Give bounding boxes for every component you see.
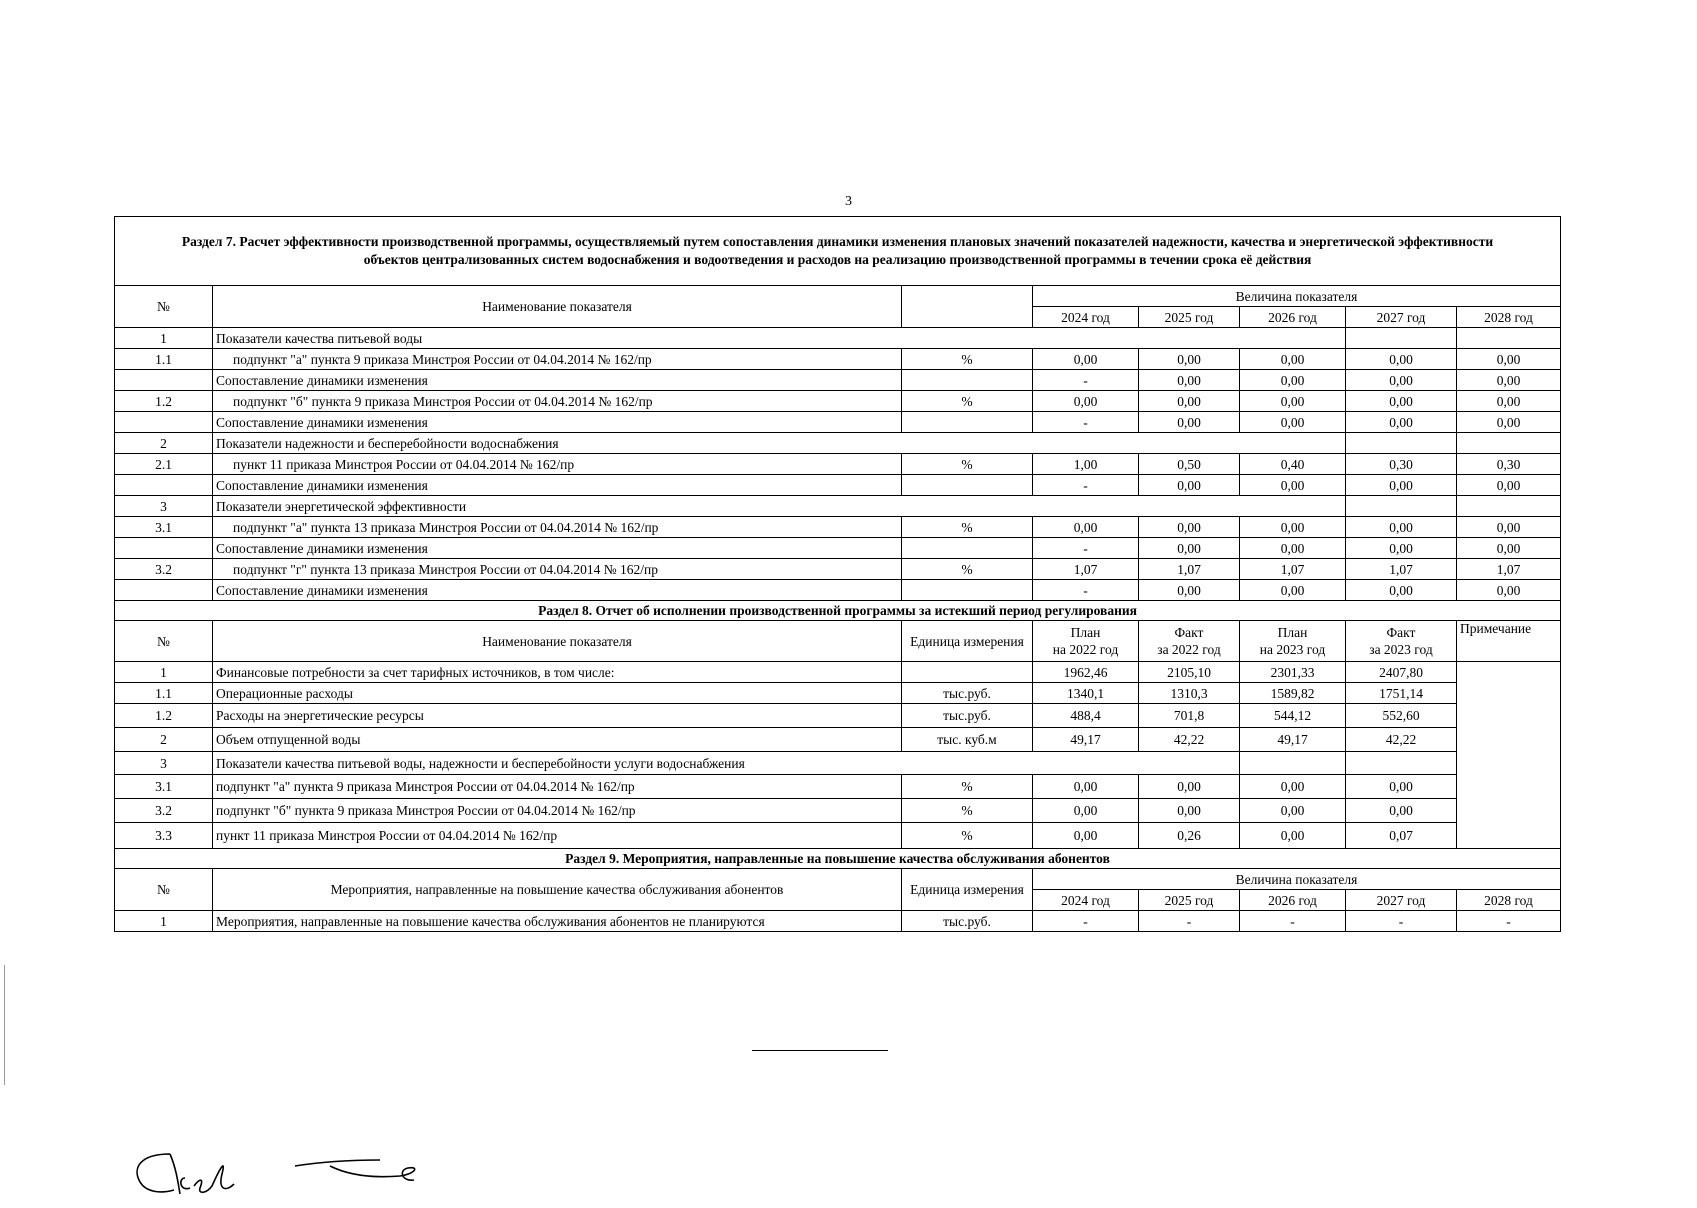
value-cell: 0,00 <box>1033 775 1139 799</box>
s7-year-header: 2024 год <box>1033 307 1139 328</box>
indicator-name: Сопоставление динамики изменения <box>213 412 902 433</box>
value-cell: 0,00 <box>1346 799 1457 823</box>
unit-cell <box>902 538 1033 559</box>
value-cell: 1,00 <box>1033 454 1139 475</box>
s9-header-value-group: Величина показателя <box>1033 869 1561 890</box>
s8-period-header <box>1139 621 1240 662</box>
row-number: 1 <box>115 662 213 683</box>
value-cell: 0,00 <box>1139 538 1240 559</box>
s7-year-header: 2025 год <box>1139 307 1240 328</box>
value-cell: 544,12 <box>1240 704 1346 728</box>
s7-table-row <box>115 475 1561 496</box>
indicator-name: Сопоставление динамики изменения <box>213 475 902 496</box>
indicator-name: подпункт "б" пункта 9 приказа Минстроя России от 04.04.2014 № 162/пр <box>213 391 902 412</box>
value-cell: 1,07 <box>1139 559 1240 580</box>
value-cell: 1310,3 <box>1139 683 1240 704</box>
value-cell: 0,00 <box>1240 799 1346 823</box>
s7-table-row <box>115 328 1561 349</box>
unit-cell: % <box>902 799 1033 823</box>
margin-mark <box>4 965 5 1085</box>
s7-table-row <box>115 454 1561 475</box>
value-cell: 49,17 <box>1240 728 1346 752</box>
s7-table-row <box>115 559 1561 580</box>
value-cell: 1,07 <box>1033 559 1139 580</box>
unit-cell <box>902 662 1033 683</box>
section8-header-row <box>115 621 1561 662</box>
row-number: 3.1 <box>115 775 213 799</box>
row-number: 1.1 <box>115 683 213 704</box>
s8-table-row <box>115 728 1561 752</box>
value-cell: 0,00 <box>1139 517 1240 538</box>
s7-table-row <box>115 370 1561 391</box>
value-cell: - <box>1240 911 1346 932</box>
s8-header-num: № <box>115 621 213 662</box>
row-number: 1.2 <box>115 704 213 728</box>
value-cell: 2105,10 <box>1139 662 1240 683</box>
value-cell: 42,22 <box>1346 728 1457 752</box>
value-cell: 0,30 <box>1346 454 1457 475</box>
s7-header-unit <box>902 286 1033 328</box>
period-year: на 2023 год <box>1259 642 1326 657</box>
value-cell: - <box>1033 475 1139 496</box>
s9-header-name: Мероприятия, направленные на повышение качества обслуживания абонентов <box>213 869 902 911</box>
s9-header-num: № <box>115 869 213 911</box>
section7-title-row <box>115 217 1561 286</box>
value-cell: 0,00 <box>1033 799 1139 823</box>
s7-header-value-group: Величина показателя <box>1033 286 1561 307</box>
value-cell: 0,00 <box>1240 412 1346 433</box>
s8-period-header <box>1346 621 1457 662</box>
value-cell: 0,00 <box>1033 349 1139 370</box>
value-cell: 0,00 <box>1240 517 1346 538</box>
value-cell: 0,00 <box>1139 412 1240 433</box>
value-cell: 0,00 <box>1346 580 1457 601</box>
value-cell <box>1346 752 1457 775</box>
s7-table-row <box>115 538 1561 559</box>
value-cell: 0,07 <box>1346 823 1457 849</box>
unit-cell: тыс.руб. <box>902 704 1033 728</box>
value-cell: 0,00 <box>1240 349 1346 370</box>
footer-rule <box>752 1050 888 1051</box>
value-cell: 1,07 <box>1346 559 1457 580</box>
row-number <box>115 538 213 559</box>
unit-cell <box>902 475 1033 496</box>
s7-year-header: 2026 год <box>1240 307 1346 328</box>
s8-header-unit: Единица измерения <box>902 621 1033 662</box>
unit-cell: тыс.руб. <box>902 683 1033 704</box>
value-cell: 0,00 <box>1457 370 1561 391</box>
indicator-name: подпункт "а" пункта 9 приказа Минстроя России от 04.04.2014 № 162/пр <box>213 775 902 799</box>
value-cell: 0,00 <box>1346 370 1457 391</box>
value-cell: - <box>1033 911 1139 932</box>
value-cell: 0,00 <box>1457 412 1561 433</box>
document-frame <box>114 216 1560 932</box>
period-kind: Факт <box>1386 625 1416 640</box>
unit-cell: % <box>902 823 1033 849</box>
section9-title-row <box>115 849 1561 869</box>
value-cell: 1340,1 <box>1033 683 1139 704</box>
s9-year-header: 2024 год <box>1033 890 1139 911</box>
value-cell: 0,00 <box>1240 823 1346 849</box>
indicator-name: подпункт "а" пункта 13 приказа Минстроя России от 04.04.2014 № 162/пр <box>213 517 902 538</box>
value-cell: 0,00 <box>1346 475 1457 496</box>
indicator-name: Финансовые потребности за счет тарифных источников, в том числе: <box>213 662 902 683</box>
value-cell: 0,00 <box>1457 475 1561 496</box>
s8-table-row <box>115 775 1561 799</box>
row-number: 3.3 <box>115 823 213 849</box>
value-cell <box>1457 496 1561 517</box>
s8-header-name: Наименование показателя <box>213 621 902 662</box>
row-number <box>115 370 213 391</box>
indicator-name: подпункт "а" пункта 9 приказа Минстроя России от 04.04.2014 № 162/пр <box>213 349 902 370</box>
value-cell: 701,8 <box>1139 704 1240 728</box>
value-cell: - <box>1033 370 1139 391</box>
section9-title: Раздел 9. Мероприятия, направленные на повышение качества обслуживания абонентов <box>115 849 1561 869</box>
unit-cell: % <box>902 517 1033 538</box>
unit-cell: % <box>902 775 1033 799</box>
value-cell: - <box>1033 580 1139 601</box>
value-cell: 0,00 <box>1346 775 1457 799</box>
s8-table-row <box>115 752 1561 775</box>
signature-image <box>130 1148 460 1208</box>
s7-table-row <box>115 580 1561 601</box>
period-kind: Факт <box>1174 625 1204 640</box>
value-cell: - <box>1033 538 1139 559</box>
row-number: 1 <box>115 911 213 932</box>
value-cell <box>1457 433 1561 454</box>
indicator-name: подпункт "г" пункта 13 приказа Минстроя России от 04.04.2014 № 162/пр <box>213 559 902 580</box>
report-table-body <box>115 217 1561 932</box>
row-number: 1.1 <box>115 349 213 370</box>
unit-cell <box>902 370 1033 391</box>
value-cell: 0,50 <box>1139 454 1240 475</box>
row-number: 2 <box>115 433 213 454</box>
value-cell: 0,00 <box>1457 517 1561 538</box>
value-cell: 0,00 <box>1139 799 1240 823</box>
s8-table-row <box>115 823 1561 849</box>
value-cell: 1,07 <box>1240 559 1346 580</box>
unit-cell <box>902 580 1033 601</box>
value-cell: 0,00 <box>1033 391 1139 412</box>
s8-table-row <box>115 799 1561 823</box>
s8-period-header <box>1240 621 1346 662</box>
s7-year-header: 2028 год <box>1457 307 1561 328</box>
value-cell: 0,30 <box>1457 454 1561 475</box>
row-number: 1.2 <box>115 391 213 412</box>
value-cell: 488,4 <box>1033 704 1139 728</box>
unit-cell: % <box>902 349 1033 370</box>
value-cell: - <box>1457 911 1561 932</box>
s9-year-header: 2028 год <box>1457 890 1561 911</box>
s7-table-row <box>115 517 1561 538</box>
s9-table-row <box>115 911 1561 932</box>
s7-table-row <box>115 349 1561 370</box>
value-cell <box>1240 752 1346 775</box>
value-cell: 0,00 <box>1033 517 1139 538</box>
row-number: 3 <box>115 496 213 517</box>
s8-table-row <box>115 662 1561 683</box>
value-cell: 0,00 <box>1240 370 1346 391</box>
s8-header-note: Примечание <box>1457 621 1561 662</box>
period-year: за 2022 год <box>1157 642 1221 657</box>
value-cell: 1962,46 <box>1033 662 1139 683</box>
value-cell: 0,00 <box>1139 370 1240 391</box>
value-cell: 0,00 <box>1139 775 1240 799</box>
value-cell <box>1346 328 1457 349</box>
value-cell: 0,00 <box>1139 580 1240 601</box>
indicator-name: Расходы на энергетические ресурсы <box>213 704 902 728</box>
s9-year-header: 2027 год <box>1346 890 1457 911</box>
indicator-name: Операционные расходы <box>213 683 902 704</box>
page-number: 3 <box>845 194 852 209</box>
value-cell: 0,00 <box>1346 391 1457 412</box>
value-cell: - <box>1346 911 1457 932</box>
section7-header-row <box>115 286 1561 307</box>
row-number: 1 <box>115 328 213 349</box>
indicator-name: подпункт "б" пункта 9 приказа Минстроя России от 04.04.2014 № 162/пр <box>213 799 902 823</box>
s8-table-row <box>115 704 1561 728</box>
row-number <box>115 475 213 496</box>
value-cell: 0,00 <box>1240 391 1346 412</box>
period-kind: План <box>1070 625 1101 640</box>
value-cell: - <box>1033 412 1139 433</box>
s9-year-header: 2026 год <box>1240 890 1346 911</box>
value-cell: 0,00 <box>1457 580 1561 601</box>
section9-header-row <box>115 869 1561 890</box>
s7-table-row <box>115 412 1561 433</box>
row-number <box>115 412 213 433</box>
s9-year-header: 2025 год <box>1139 890 1240 911</box>
value-cell: 0,00 <box>1139 475 1240 496</box>
s7-table-row <box>115 391 1561 412</box>
value-cell: 0,00 <box>1033 823 1139 849</box>
row-number: 3.2 <box>115 559 213 580</box>
value-cell: 2301,33 <box>1240 662 1346 683</box>
unit-cell: тыс. куб.м <box>902 728 1033 752</box>
s8-note-cell <box>1457 662 1561 849</box>
s8-period-header <box>1033 621 1139 662</box>
indicator-name: пункт 11 приказа Минстроя России от 04.04.2014 № 162/пр <box>213 454 902 475</box>
value-cell: 0,00 <box>1457 391 1561 412</box>
value-cell <box>1346 496 1457 517</box>
indicator-name: Показатели надежности и бесперебойности водоснабжения <box>213 433 1346 454</box>
report-table <box>114 216 1561 932</box>
indicator-name: Сопоставление динамики изменения <box>213 538 902 559</box>
unit-cell: % <box>902 391 1033 412</box>
value-cell: 0,00 <box>1240 538 1346 559</box>
value-cell: 0,00 <box>1457 538 1561 559</box>
row-number: 2.1 <box>115 454 213 475</box>
indicator-name: Показатели энергетической эффективности <box>213 496 1346 517</box>
value-cell: 49,17 <box>1033 728 1139 752</box>
unit-cell: тыс.руб. <box>902 911 1033 932</box>
indicator-name: Сопоставление динамики изменения <box>213 370 902 391</box>
value-cell: 0,00 <box>1240 775 1346 799</box>
value-cell: 0,40 <box>1240 454 1346 475</box>
s7-table-row <box>115 433 1561 454</box>
indicator-name: Объем отпущенной воды <box>213 728 902 752</box>
value-cell: 0,00 <box>1346 412 1457 433</box>
value-cell: - <box>1139 911 1240 932</box>
unit-cell: % <box>902 454 1033 475</box>
indicator-name: Показатели качества питьевой воды, надежности и бесперебойности услуги водоснабжения <box>213 752 1240 775</box>
value-cell: 0,00 <box>1346 517 1457 538</box>
s7-header-name: Наименование показателя <box>213 286 902 328</box>
s8-table-row <box>115 683 1561 704</box>
value-cell: 0,00 <box>1240 475 1346 496</box>
period-year: на 2022 год <box>1052 642 1119 657</box>
row-number <box>115 580 213 601</box>
row-number: 3 <box>115 752 213 775</box>
value-cell: 1,07 <box>1457 559 1561 580</box>
s9-header-unit: Единица измерения <box>902 869 1033 911</box>
value-cell: 0,00 <box>1346 349 1457 370</box>
section7-title: Раздел 7. Расчет эффективности производственной программы, осуществляемый путем сопоставления динамики изменения плановых значений показателей надежности, качества и энергетической эффективности объектов централизованных систем водоснабжения и водоотведения и расходов на реализацию производственной программы в течении срока её действия <box>115 217 1561 286</box>
value-cell: 42,22 <box>1139 728 1240 752</box>
measure-name: Мероприятия, направленные на повышение качества обслуживания абонентов не планируются <box>213 911 902 932</box>
s7-header-num: № <box>115 286 213 328</box>
unit-cell <box>902 412 1033 433</box>
value-cell: 0,00 <box>1139 349 1240 370</box>
value-cell: 0,00 <box>1346 538 1457 559</box>
s7-table-row <box>115 496 1561 517</box>
unit-cell: % <box>902 559 1033 580</box>
period-kind: План <box>1277 625 1308 640</box>
value-cell: 0,00 <box>1457 349 1561 370</box>
row-number: 2 <box>115 728 213 752</box>
value-cell: 1589,82 <box>1240 683 1346 704</box>
indicator-name: Сопоставление динамики изменения <box>213 580 902 601</box>
s7-year-header: 2027 год <box>1346 307 1457 328</box>
value-cell: 0,00 <box>1139 391 1240 412</box>
value-cell: 2407,80 <box>1346 662 1457 683</box>
value-cell: 552,60 <box>1346 704 1457 728</box>
row-number: 3.2 <box>115 799 213 823</box>
value-cell: 1751,14 <box>1346 683 1457 704</box>
period-year: за 2023 год <box>1369 642 1433 657</box>
indicator-name: Показатели качества питьевой воды <box>213 328 1346 349</box>
indicator-name: пункт 11 приказа Минстроя России от 04.04.2014 № 162/пр <box>213 823 902 849</box>
row-number: 3.1 <box>115 517 213 538</box>
value-cell: 0,26 <box>1139 823 1240 849</box>
section8-title-row <box>115 601 1561 621</box>
value-cell <box>1457 328 1561 349</box>
value-cell: 0,00 <box>1240 580 1346 601</box>
section8-title: Раздел 8. Отчет об исполнении производственной программы за истекший период регулирования <box>115 601 1561 621</box>
value-cell <box>1346 433 1457 454</box>
